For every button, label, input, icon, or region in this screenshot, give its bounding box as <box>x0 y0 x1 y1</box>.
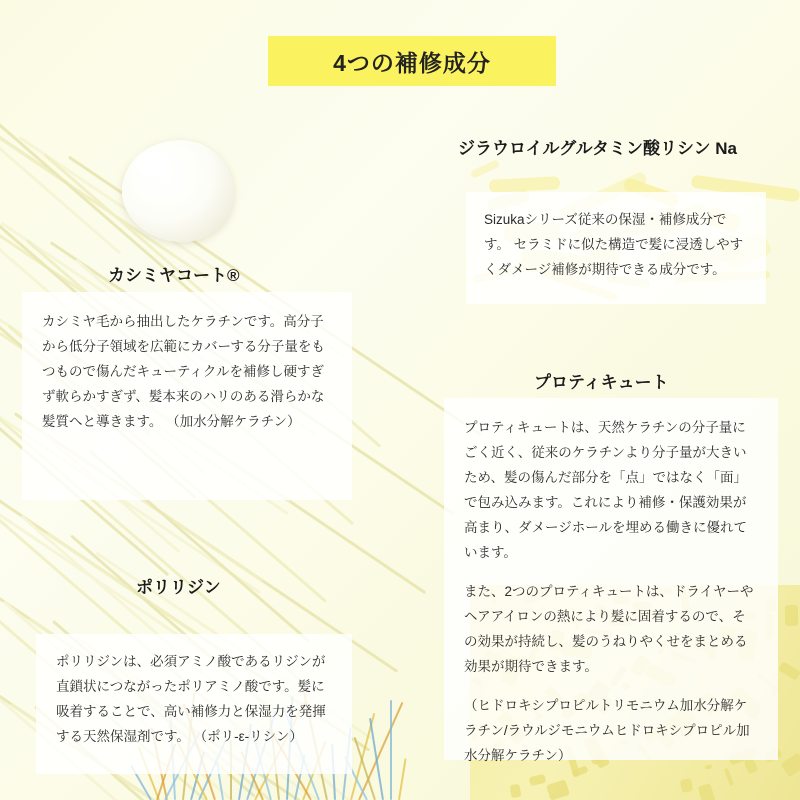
section-card-protikute <box>444 398 778 763</box>
section-body-protikute-1: プロティキュートは、天然ケラチンの分子量にごく近く、従来のケラチンより分子量が大きいため、髪の傷んだ部分を「点」ではなく「面」で包み込みます。これにより補修・保護効果が高まり、ダメージホールを埋める働きに優れています。 <box>464 420 747 560</box>
section-body-protikute-2: また、2つのプロティキュートは、ドライヤーやヘアアイロンの熱により髪に固着するので、その効果が持続し、髪のうねりやくせをまとめる効果が期待できます。 <box>464 583 754 674</box>
section-card-polylysine <box>36 634 352 774</box>
section-body-cashmere: カシミヤ毛から抽出したケラチンです。高分子から低分子領域を広範にカバーする分子量をもつもので傷んだキューティクルを補修し硬すぎず軟らかすぎず、髪本来のハリのある滑らかな髪質へと導きます。 （加水分解ケラチン） <box>42 314 325 429</box>
section-body-protikute-3: （ヒドロキシプロピルトリモニウム加水分解ケラチン/ラウルジモニウムヒドロキシプロピル加水分解ケラチン） <box>464 697 750 763</box>
section-heading-cashmere: カシミヤコート® <box>108 266 240 285</box>
section-heading-protikute: プロティキュート <box>534 373 669 392</box>
section-heading-dilauroyl: ジラウロイルグルタミン酸リシン Na <box>458 139 737 158</box>
section-card-dilauroyl <box>466 192 766 304</box>
page-title: 4つの補修成分 <box>333 49 491 76</box>
section-card-cashmere <box>22 292 352 500</box>
section-heading-polylysine: ポリリジン <box>136 578 221 597</box>
section-body-polylysine: ポリリジンは、必須アミノ酸であるリジンが直鎖状につながったポリアミノ酸です。髪に吸着することで、高い補修力と保湿力を発揮する天然保湿剤です。 （ポリ-ε-リシン） <box>56 654 326 744</box>
page-title-banner <box>268 36 556 86</box>
section-body-dilauroyl: Sizukaシリーズ従来の保湿・補修成分です。 セラミドに似た構造で髪に浸透しやすくダメージ補修が期待できる成分です。 <box>484 212 744 277</box>
